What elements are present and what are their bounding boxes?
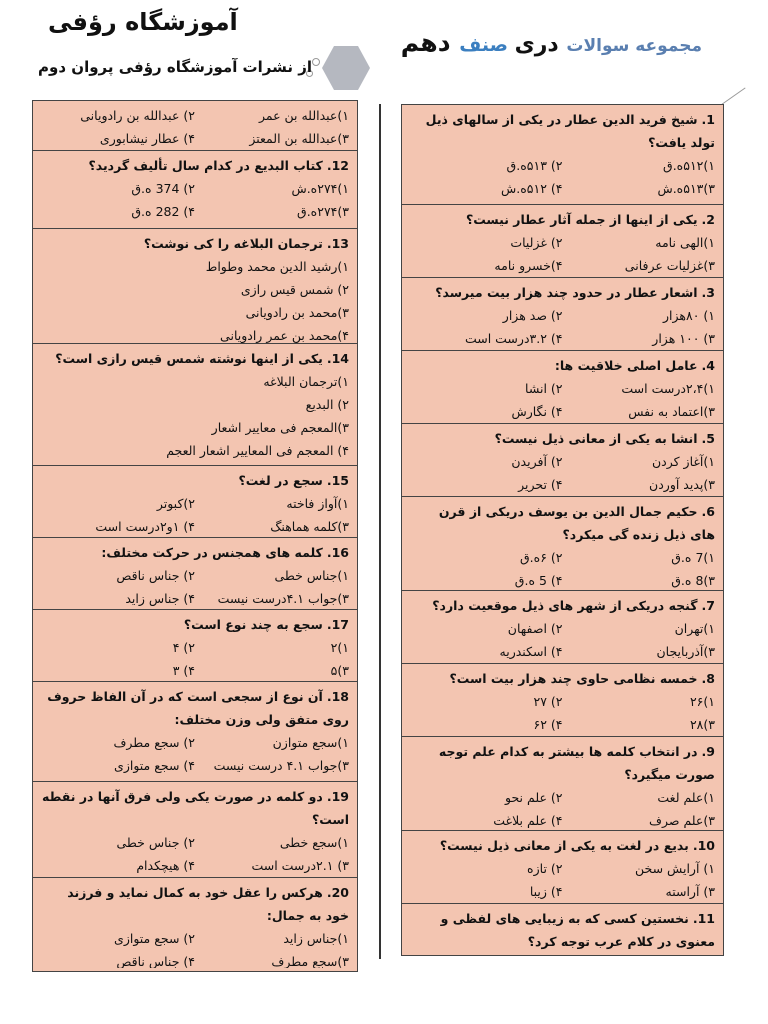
question-label: عامل اصلی خلاقیت ها:: [554, 358, 698, 373]
question-text: [410, 834, 715, 857]
school-name: آموزشگاه رؤفی: [48, 8, 238, 36]
answer-option[interactable]: ۲)کبوتر: [156, 496, 195, 511]
question-label: دو کلمه در صورت یکی ولی فرق آنها در نقطه است؟: [42, 789, 349, 827]
options-row: [410, 880, 715, 903]
options-row: [410, 690, 715, 713]
answer-option[interactable]: ۳) ۲.۱درست است: [251, 858, 349, 873]
question-block: [402, 664, 723, 737]
question-label: یکی از اینها از جمله آثار عطار نیست؟: [465, 212, 698, 227]
answer-option[interactable]: ۴) نگارش: [511, 404, 563, 419]
answer-option[interactable]: ۳)غزلیات عرفانی: [624, 258, 715, 273]
questions-column-right: [401, 104, 724, 956]
question-text: [41, 232, 349, 255]
question-text: [410, 907, 715, 953]
answer-option[interactable]: ۳)جواب ۴.۱درست نیست: [217, 591, 349, 606]
question-text: [410, 427, 715, 450]
options-row: [410, 254, 715, 277]
hexagon-decoration: [322, 46, 370, 90]
question-label: انشا به یکی از معانی ذیل نیست؟: [494, 431, 698, 446]
options-row: [410, 640, 715, 663]
question-text: [410, 354, 715, 377]
answer-option[interactable]: ۳)۲۸: [689, 717, 715, 732]
question-label: شیخ فرید الدین عطار در یکی از سالهای ذیل تولد یافت؟: [425, 112, 715, 150]
question-block: [33, 344, 357, 466]
answer-option[interactable]: ۲) علم نحو: [505, 790, 563, 805]
answer-option[interactable]: ۳)کلمه هماهنگ: [270, 519, 349, 534]
options-row: [41, 831, 349, 854]
question-label: کلمه های همجنس در حرکت مختلف:: [101, 545, 323, 560]
answer-option[interactable]: ۴) ۵۱۲ه.ش: [500, 181, 563, 196]
options-row: [410, 546, 715, 569]
answer-option[interactable]: ۱)۵۱۲ه.ق: [663, 158, 715, 173]
answer-option[interactable]: ۱)علم لغت: [657, 790, 715, 805]
question-number: 11.: [692, 911, 715, 926]
options-row: [410, 304, 715, 327]
answer-option[interactable]: ۲) 374 ه.ق: [131, 181, 195, 196]
answer-option[interactable]: ۱)ترجمان البلاغه: [263, 374, 349, 389]
questions-column-left: [32, 100, 358, 972]
question-label: نخستین کسی که به زیبایی های لفظی و معنوی در کلام عرب توجه کرد؟: [440, 911, 715, 949]
question-number: 5.: [701, 431, 715, 446]
answer-option[interactable]: ۲) آفریدن: [511, 454, 563, 469]
answer-option[interactable]: ۳)علم صرف: [649, 813, 715, 828]
corner-line-decoration: [720, 87, 745, 105]
answer-option[interactable]: ۴) زیبا: [529, 884, 563, 899]
title-part-3: صنف: [459, 34, 515, 56]
options-row: [410, 857, 715, 880]
answer-option[interactable]: ۴) علم بلاغت: [493, 813, 563, 828]
answer-option[interactable]: ۴) ۳.۲درست است: [464, 331, 563, 346]
answer-option[interactable]: ۴) ۶۲: [533, 717, 563, 732]
question-number: 6.: [701, 504, 715, 519]
question-block: [402, 424, 723, 497]
options-row: [41, 104, 349, 127]
options-row: [41, 200, 349, 223]
question-block: [33, 466, 357, 538]
answer-option[interactable]: ۴) 5 ه.ق: [514, 573, 563, 588]
answer-option[interactable]: ۱)7 ه.ق: [671, 550, 715, 565]
question-block: [402, 737, 723, 831]
options-row: [41, 177, 349, 200]
answer-option[interactable]: ۴) ۱و۲درست است: [95, 519, 195, 534]
answer-option[interactable]: ۳) ۱۰۰ هزار: [652, 331, 715, 346]
question-block: [33, 538, 357, 610]
question-number: 2.: [701, 212, 715, 227]
question-number: 4.: [701, 358, 715, 373]
question-text: [41, 613, 349, 636]
question-number: 16.: [326, 545, 349, 560]
question-text: [41, 785, 349, 831]
answer-option[interactable]: ۲) صد هزار: [502, 308, 563, 323]
question-label: خمسه نظامی حاوی چند هزار بیت است؟: [449, 671, 698, 686]
answer-option[interactable]: ۲) غزلیات: [510, 235, 563, 250]
answer-option[interactable]: ۳)سجع مطرف: [271, 954, 349, 968]
question-block: [33, 878, 357, 968]
circle-decoration: [312, 58, 320, 66]
options-row: [410, 450, 715, 473]
answer-option[interactable]: ۲) ۲۷: [533, 694, 563, 709]
answer-option[interactable]: ۳)المعجم فی معاییر اشعار: [211, 420, 349, 435]
options-row: [410, 327, 715, 350]
question-number: 13.: [326, 236, 349, 251]
question-text: [410, 594, 715, 617]
question-block: [33, 682, 357, 782]
answer-option[interactable]: ۴) عطار نیشابوری: [99, 131, 195, 146]
answer-option[interactable]: ۲) سجع متوازی: [114, 931, 195, 946]
question-text: [410, 740, 715, 786]
answer-option[interactable]: ۱)رشید الدین محمد وطواط: [205, 259, 349, 274]
question-text: [41, 469, 349, 492]
answer-option[interactable]: ۲) جناس خطی: [116, 835, 195, 850]
answer-option[interactable]: ۲) شمس قیس رازی: [240, 282, 349, 297]
question-label: کتاب البدیع در کدام سال تألیف گردید؟: [88, 158, 323, 173]
answer-option[interactable]: ۱)۲۷۴ه.ش: [291, 181, 349, 196]
question-number: 19.: [326, 789, 349, 804]
options-row: [41, 754, 349, 777]
answer-option[interactable]: ۳)آذربایجان: [656, 644, 715, 659]
question-number: 17.: [326, 617, 349, 632]
question-text: [41, 541, 349, 564]
options-row: [41, 950, 349, 968]
answer-option[interactable]: ۲) سجع مطرف: [113, 735, 195, 750]
answer-option[interactable]: ۲) انشا: [525, 381, 563, 396]
answer-option[interactable]: ۴)محمد بن عمر رادویانی: [220, 328, 349, 343]
column-divider: [379, 104, 381, 959]
answer-option[interactable]: ۴) ۳: [172, 663, 195, 678]
question-label: آن نوع از سجعی است که در آن الفاظ حروف روی متفق ولی وزن مختلف:: [47, 689, 349, 727]
question-number: 10.: [692, 838, 715, 853]
answer-option[interactable]: ۲) ۵۱۳ه.ق: [506, 158, 563, 173]
options-row: [41, 854, 349, 877]
answer-option[interactable]: ۱)۲۶: [689, 694, 715, 709]
question-block: [33, 229, 357, 344]
options-row: [410, 377, 715, 400]
options-row: [410, 231, 715, 254]
question-label: اشعار عطار در حدود چند هزار بیت میرسد؟: [435, 285, 698, 300]
answer-option[interactable]: ۱) ۸۰هزار: [662, 308, 715, 323]
title-part-1: مجموعه سوالات: [566, 36, 702, 56]
answer-option[interactable]: ۲) البدیع: [305, 397, 349, 412]
answer-option[interactable]: ۲) جناس ناقص: [116, 568, 195, 583]
options-row: [41, 659, 349, 682]
question-label: یکی از اینها نوشته شمس قیس رازی است؟: [55, 351, 323, 366]
answer-option[interactable]: ۲) عبدالله بن رادویانی: [80, 108, 195, 123]
question-block: [33, 610, 357, 682]
question-number: 3.: [701, 285, 715, 300]
question-block: [402, 278, 723, 351]
options-row: [410, 400, 715, 423]
answer-option[interactable]: ۴) هیچکدام: [136, 858, 195, 873]
question-label: سجع به چند نوع است؟: [183, 617, 323, 632]
answer-option[interactable]: ۴) المعجم فی المعاییر اشعار العجم: [166, 443, 349, 458]
answer-option[interactable]: ۱)تهران: [674, 621, 715, 636]
options-row: [41, 927, 349, 950]
answer-option[interactable]: ۴) 282 ه.ق: [131, 204, 195, 219]
answer-option[interactable]: ۴) تحریر: [518, 477, 563, 492]
options-row: [410, 617, 715, 640]
answer-option[interactable]: ۲) ۴: [172, 640, 195, 655]
answer-option[interactable]: ۴) جناس زاید: [125, 591, 195, 606]
answer-option[interactable]: ۴)خسرو نامه: [494, 258, 563, 273]
options-row: [410, 177, 715, 200]
answer-option[interactable]: ۱)عبدالله بن عمر: [258, 108, 349, 123]
answer-option[interactable]: ۱) آرایش سخن: [635, 861, 715, 876]
answer-option[interactable]: ۳)۵۱۳ه.ش: [657, 181, 715, 196]
answer-option[interactable]: ۳)8 ه.ق: [671, 573, 715, 588]
question-number: 14.: [326, 351, 349, 366]
options-row: [410, 809, 715, 831]
answer-option[interactable]: ۳)جواب ۴.۱ درست نیست: [213, 758, 349, 773]
question-block: [402, 351, 723, 424]
answer-option[interactable]: ۱)الهی نامه: [655, 235, 715, 250]
options-row: [41, 515, 349, 538]
question-block: [402, 591, 723, 664]
title-part-4: دهم: [400, 28, 460, 57]
question-block: [402, 904, 723, 954]
answer-option[interactable]: ۱)۲،۴درست است: [621, 381, 715, 396]
answer-option[interactable]: ۳)پدید آوردن: [649, 477, 715, 492]
answer-option[interactable]: ۳)محمد بن رادویانی: [245, 305, 349, 320]
answer-option[interactable]: ۱)سجع خطی: [279, 835, 349, 850]
question-label: گنجه دریکی از شهر های ذیل موقعیت دارد؟: [432, 598, 698, 613]
options-row: [41, 731, 349, 754]
document-subtitle: از نشرات آموزشگاه رؤفی پروان دوم: [38, 58, 312, 76]
question-block: [402, 205, 723, 278]
answer-option[interactable]: ۳)عبدالله بن المعتز: [249, 131, 349, 146]
answer-option[interactable]: ۱)آواز فاخته: [286, 496, 349, 511]
question-text: [410, 281, 715, 304]
question-block: [402, 497, 723, 591]
question-text: [41, 154, 349, 177]
answer-option[interactable]: ۴) سجع متوازی: [114, 758, 195, 773]
question-block: [402, 105, 723, 205]
answer-option[interactable]: ۲) اصفهان: [507, 621, 563, 636]
question-text: [41, 685, 349, 731]
question-text: [410, 500, 715, 546]
answer-option[interactable]: ۱)آغاز کردن: [651, 454, 715, 469]
options-row: [410, 786, 715, 809]
title-part-2: دری: [514, 32, 567, 57]
question-text: [41, 881, 349, 927]
question-number: 7.: [701, 598, 715, 613]
question-text: [410, 108, 715, 154]
question-number: 8.: [701, 671, 715, 686]
options-row: [41, 636, 349, 659]
question-text: [41, 347, 349, 370]
question-text: [410, 667, 715, 690]
question-number: 18.: [326, 689, 349, 704]
options-row: [410, 713, 715, 736]
answer-option[interactable]: ۱)سجع متوازن: [272, 735, 349, 750]
answer-option[interactable]: ۱)جناس خطی: [274, 568, 349, 583]
options-row: [410, 473, 715, 496]
options-row: [41, 127, 349, 150]
answer-option[interactable]: ۲) تازه: [527, 861, 563, 876]
question-text: [410, 208, 715, 231]
options-row: [41, 564, 349, 587]
options-row: [410, 154, 715, 177]
answer-option[interactable]: ۲) ۶ه.ق: [519, 550, 563, 565]
options-row: [41, 492, 349, 515]
question-number: 9.: [701, 744, 715, 759]
question-number: 1.: [701, 112, 715, 127]
question-number: 12.: [326, 158, 349, 173]
answer-option[interactable]: ۴) جناس ناقص: [116, 954, 195, 968]
answer-option[interactable]: ۳)۵: [330, 663, 349, 678]
question-label: در انتخاب کلمه ها بیشتر به کدام علم توجه صورت میگیرد؟: [438, 744, 715, 782]
question-block: [33, 782, 357, 878]
question-block: [33, 101, 357, 151]
options-row: [410, 569, 715, 591]
answer-option[interactable]: ۴) اسکندریه: [499, 644, 563, 659]
answer-option[interactable]: ۱)جناس زاید: [283, 931, 349, 946]
answer-option[interactable]: ۳)اعتماد به نفس: [628, 404, 715, 419]
answer-option[interactable]: ۳)۲۷۴ه.ق: [297, 204, 349, 219]
document-title: [401, 28, 702, 57]
question-number: 15.: [326, 473, 349, 488]
question-label: هرکس را عقل خود به کمال نماید و فرزند خود به جمال:: [67, 885, 349, 923]
answer-option[interactable]: ۱)۲: [330, 640, 349, 655]
question-block: [33, 151, 357, 229]
question-label: بدیع در لغت به یکی از معانی ذیل نیست؟: [439, 838, 689, 853]
options-row: [41, 587, 349, 610]
question-label: سجع در لغت؟: [238, 473, 323, 488]
question-block: [402, 831, 723, 904]
question-label: حکیم جمال الدین بن یوسف دریکی از قرن های ذیل زنده گی میکرد؟: [438, 504, 715, 542]
question-number: 20.: [326, 885, 349, 900]
answer-option[interactable]: ۳) آراسته: [665, 884, 715, 899]
question-label: ترجمان البلاغه را کی نوشت؟: [143, 236, 323, 251]
